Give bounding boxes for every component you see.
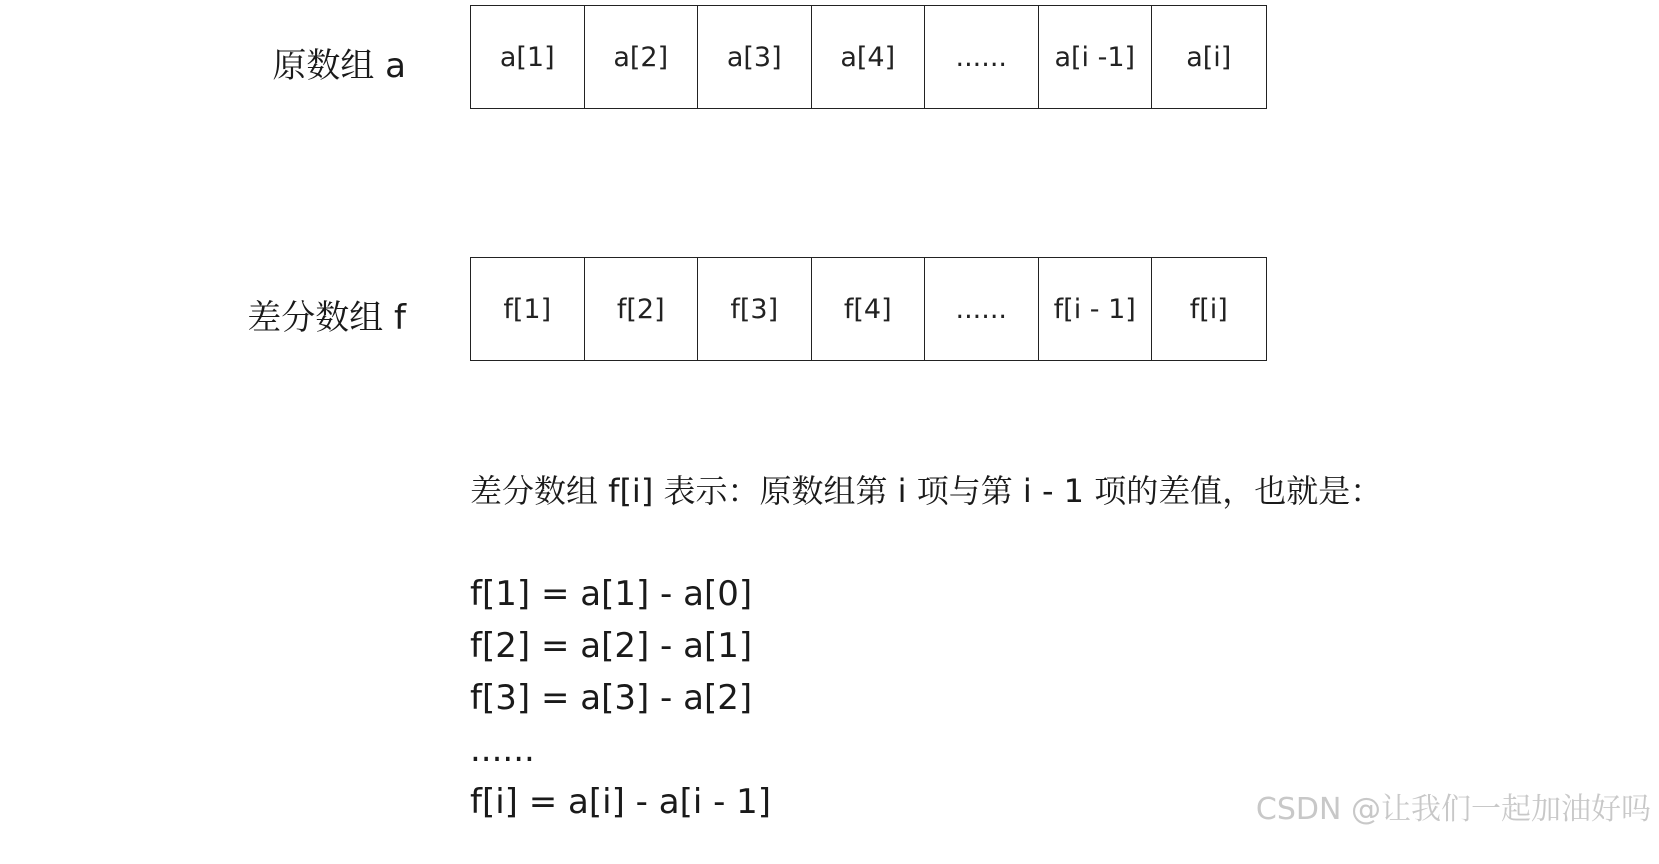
array-cell: f[1] — [471, 258, 585, 360]
array-cell: a[3] — [698, 6, 812, 108]
diff-array — [470, 257, 1267, 361]
array-cell: f[i] — [1189, 293, 1228, 325]
watermark: CSDN @让我们一起加油好吗 — [1255, 792, 1651, 827]
array-cell: f[3] — [698, 258, 812, 360]
array-cell: a[2] — [585, 6, 699, 108]
original-array-label: 原数组 a — [272, 46, 406, 86]
description-text: 差分数组 f[i] 表示：原数组第 i 项与第 i - 1 项的差值，也就是： — [470, 472, 1383, 510]
formula-line: f[1] = a[1] - a[0] — [470, 574, 753, 614]
array-cell: f[i - 1] — [1039, 258, 1153, 360]
formula-list — [470, 568, 771, 828]
array-cell: ...... — [925, 258, 1039, 360]
array-cell: a[1] — [471, 6, 585, 108]
formula-line: f[3] = a[3] - a[2] — [470, 678, 753, 718]
array-cell: ...... — [925, 6, 1039, 108]
array-cell: a[i] — [1186, 41, 1232, 73]
formula-line: f[i] = a[i] - a[i - 1] — [470, 782, 772, 822]
original-array — [470, 5, 1267, 109]
array-cell: f[4] — [812, 258, 926, 360]
formula-line: f[2] = a[2] - a[1] — [470, 626, 753, 666]
array-cell: a[i -1] — [1039, 6, 1153, 108]
diff-array-label: 差分数组 f — [247, 298, 406, 338]
array-cell: a[4] — [812, 6, 926, 108]
array-cell: f[2] — [585, 258, 699, 360]
formula-line: ...... — [470, 730, 535, 770]
